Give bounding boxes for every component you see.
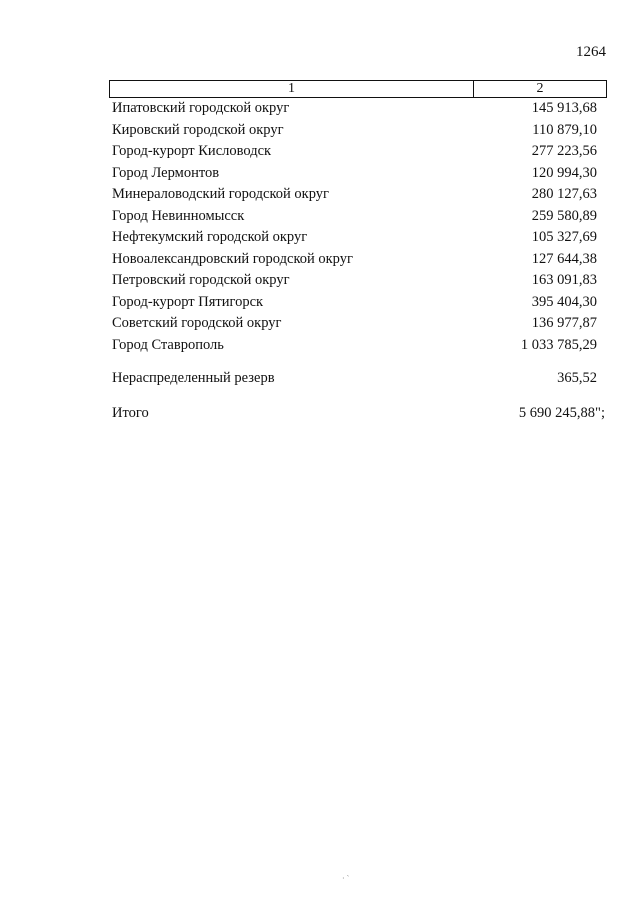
reserve-label: Нераспределенный резерв — [112, 370, 275, 386]
table-row — [112, 206, 597, 228]
row-name: Новоалександровский городской округ — [112, 250, 353, 267]
row-value: 136 977,87 — [531, 315, 597, 331]
table-row — [112, 98, 597, 120]
table-row — [112, 335, 597, 357]
row-value: 259 580,89 — [531, 207, 597, 224]
row-name: Советский городской округ — [112, 315, 282, 331]
row-name: Город Лермонтов — [112, 164, 220, 181]
row-value: 120 994,30 — [531, 164, 597, 181]
row-name: Город Невинномысск — [112, 207, 245, 224]
row-value: 105 327,69 — [531, 229, 597, 245]
row-value: 277 223,56 — [531, 143, 597, 159]
row-name: Кировский городской округ — [112, 121, 284, 138]
reserve-value: 365,52 — [557, 370, 597, 386]
total-label: Итого — [112, 405, 149, 421]
row-value: 395 404,30 — [531, 293, 597, 310]
scan-specks: · ˋ — [342, 874, 350, 883]
table-row — [112, 292, 597, 314]
row-value: 280 127,63 — [531, 186, 597, 202]
table-row — [112, 227, 597, 249]
row-value: 1 033 785,29 — [520, 336, 597, 353]
row-value: 163 091,83 — [531, 272, 597, 288]
reserve-row — [112, 368, 597, 390]
table-row — [112, 120, 597, 142]
total-row — [112, 403, 605, 425]
total-value: 5 690 245,88"; — [518, 405, 605, 421]
row-name: Нефтекумский городской округ — [112, 229, 308, 245]
row-name: Петровский городской округ — [112, 272, 290, 288]
page-number: 1264 — [576, 44, 606, 60]
table-header — [109, 80, 607, 98]
row-value: 110 879,10 — [532, 121, 597, 138]
table-row — [112, 270, 597, 292]
table-row — [112, 313, 597, 335]
row-name: Ипатовский городской округ — [112, 100, 290, 116]
row-name: Город Ставрополь — [112, 336, 224, 353]
row-value: 127 644,38 — [531, 250, 597, 267]
municipality-list — [112, 98, 597, 356]
row-name: Город-курорт Пятигорск — [112, 293, 264, 310]
row-name: Минераловодский городской округ — [112, 186, 329, 202]
table-row — [112, 141, 597, 163]
table-row — [112, 163, 597, 185]
column-header-2: 2 — [536, 81, 544, 96]
row-name: Город-курорт Кисловодск — [112, 143, 272, 159]
row-value: 145 913,68 — [531, 100, 597, 116]
column-header-1: 1 — [110, 81, 474, 97]
table-row — [112, 184, 597, 206]
table-row — [112, 249, 597, 271]
